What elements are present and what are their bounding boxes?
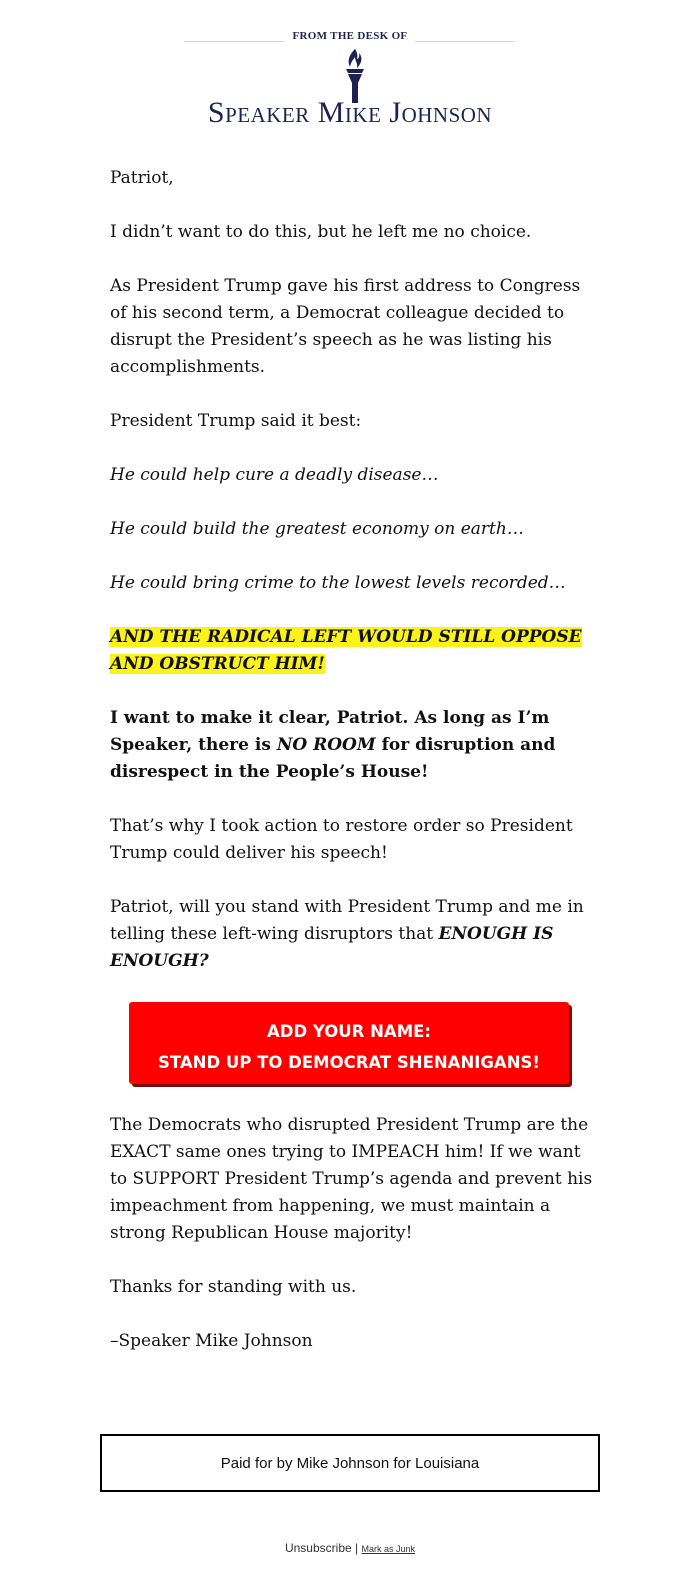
mark-as-junk-link[interactable]: Mark as Junk (361, 1544, 416, 1554)
cta-container (110, 1002, 600, 1084)
enough-emphasis: ENOUGH IS ENOUGH? (110, 924, 554, 971)
greeting: Patriot, (110, 168, 174, 188)
bold-emphasis: NO ROOM (276, 735, 376, 755)
paragraph-4: That’s why I took action to restore order so President Trump could deliver his speech! (110, 816, 573, 863)
paragraph-3: President Trump said it best: (110, 411, 362, 431)
bold-paragraph (110, 705, 600, 786)
paragraph-1: I didn’t want to do this, but he left me no choice. (110, 222, 532, 242)
bold-text-b: for disruption and disrespect in the People’s House! (110, 735, 556, 782)
paragraph-5 (110, 894, 600, 975)
add-your-name-button[interactable] (129, 1002, 569, 1084)
highlight-paragraph (110, 624, 600, 678)
paid-for-disclaimer: Paid for by Mike Johnson for Louisiana (100, 1434, 600, 1492)
email-footer (0, 1541, 700, 1555)
paragraph-2: As President Trump gave his first address to Congress of his second term, a Democrat colleague decided to disrupt the President’s speech as he was listing his accomplishments. (110, 276, 581, 377)
cta-line-2: STAND UP TO DEMOCRAT SHENANIGANS! (158, 1053, 540, 1072)
cta-line-1: ADD YOUR NAME: (266, 1022, 431, 1041)
highlighted-text: AND THE RADICAL LEFT WOULD STILL OPPOSE AND OBSTRUCT HIM! (110, 627, 582, 674)
paragraph-7: Thanks for standing with us. (110, 1277, 357, 1297)
speaker-name-logo: Speaker Mike Johnson (207, 96, 493, 129)
quote-1: He could help cure a deadly disease… (110, 465, 439, 485)
paragraph-5-text: Patriot, will you stand with President Trump and me in telling these left-wing disruptors that (110, 897, 584, 944)
footer-separator: | (355, 1541, 359, 1555)
quote-3: He could bring crime to the lowest levels recorded… (110, 573, 566, 593)
bold-text-a: I want to make it clear, Patriot. As long as I’m Speaker, there is (110, 708, 550, 755)
email-header (0, 0, 700, 150)
unsubscribe-link[interactable]: Unsubscribe (284, 1541, 352, 1555)
from-desk-label: FROM THE DESK OF (292, 30, 408, 42)
header-divider-right (415, 41, 515, 42)
quote-2: He could build the greatest economy on earth… (110, 519, 524, 539)
signoff: –Speaker Mike Johnson (110, 1331, 313, 1351)
email-body (110, 165, 600, 1382)
paragraph-6: The Democrats who disrupted President Trump are the EXACT same ones trying to IMPEACH him! If we want to SUPPORT President Trump’s agenda and prevent his impeachment from happening, we must maintain a strong Republican House majority! (110, 1115, 593, 1243)
